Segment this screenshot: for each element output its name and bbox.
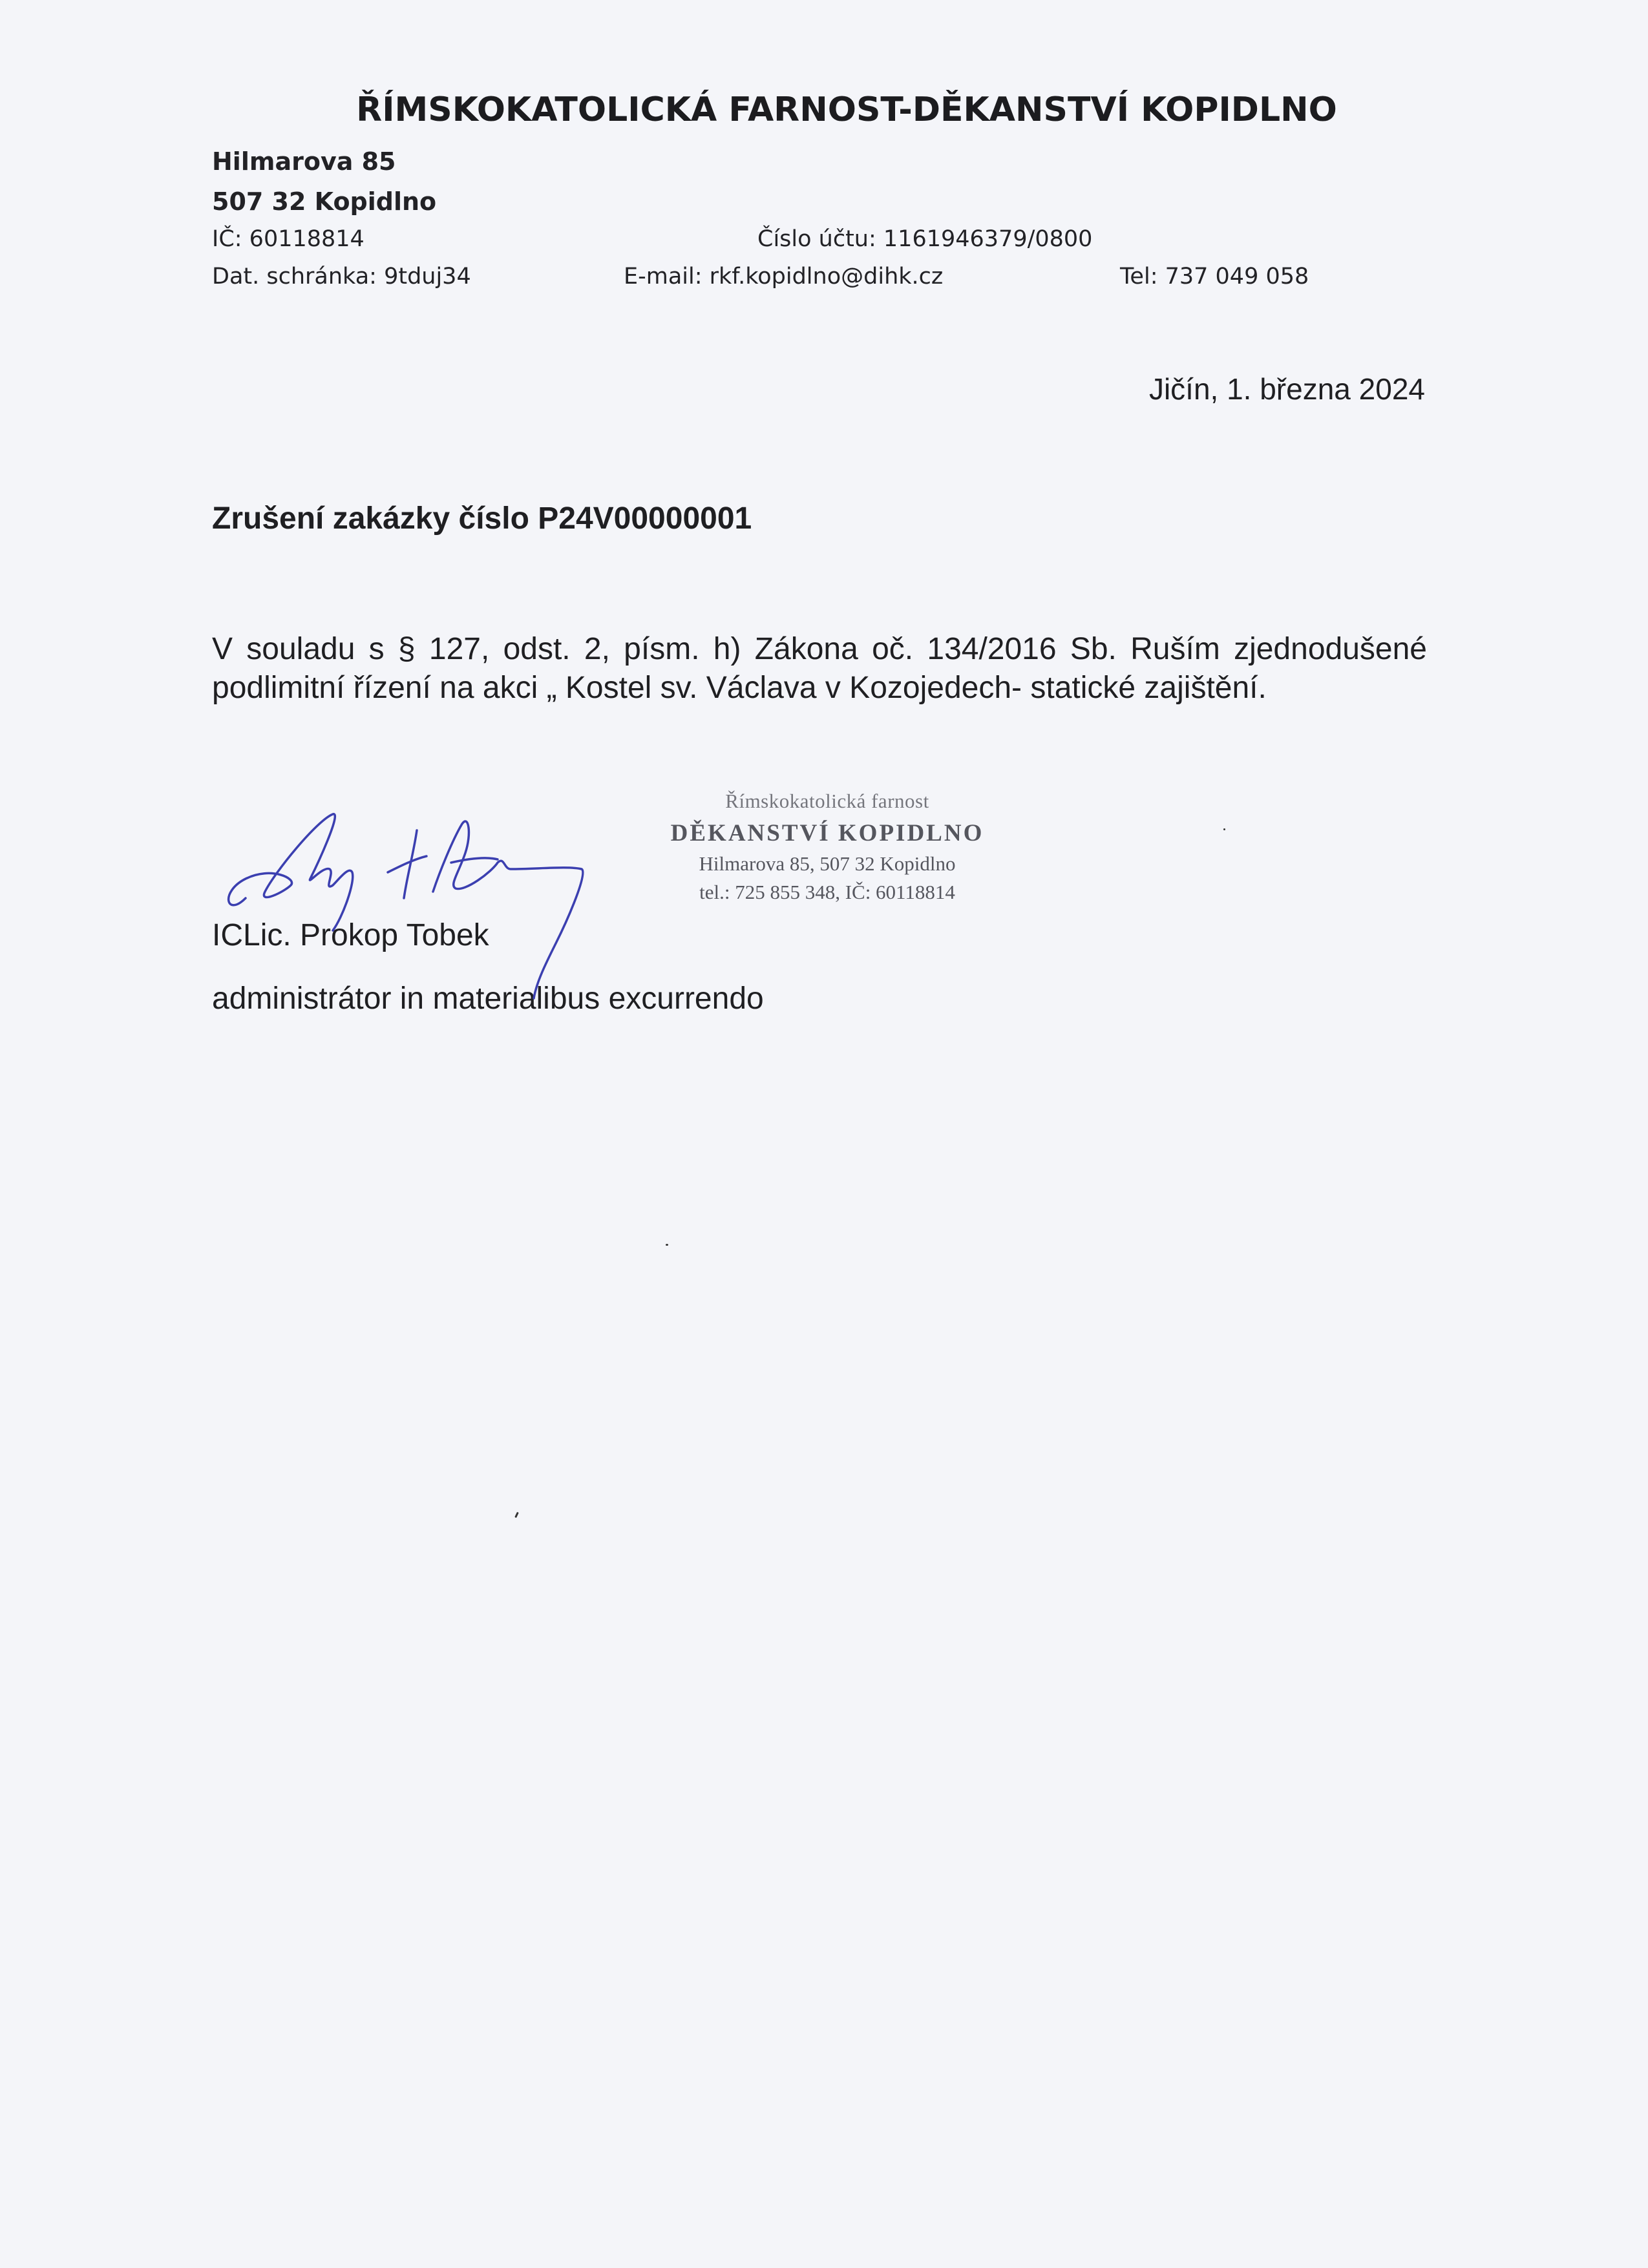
letterhead-email: E-mail: rkf.kopidlno@dihk.cz — [624, 264, 944, 289]
paper-speck — [1223, 828, 1225, 830]
parish-stamp — [646, 790, 1008, 904]
stamp-line-address: Hilmarova 85, 507 32 Kopidlno — [699, 852, 956, 875]
letterhead-city: 507 32 Kopidlno — [212, 187, 437, 216]
paper-speck — [666, 1244, 668, 1246]
stamp-line-parish: Římskokatolická farnost — [725, 790, 929, 812]
letterhead-account: Číslo účtu: 1161946379/0800 — [757, 226, 1093, 252]
signer-role: administrátor in materialibus excurrendo — [212, 982, 764, 1016]
handwritten-signature — [220, 795, 620, 1002]
stamp-line-contact: tel.: 725 855 348, IČ: 60118814 — [699, 881, 955, 903]
letterhead-ic: IČ: 60118814 — [212, 226, 364, 252]
letterhead-street: Hilmarova 85 — [212, 147, 396, 176]
letter-date: Jičín, 1. března 2024 — [1148, 372, 1425, 406]
letterhead-title: ŘÍMSKOKATOLICKÁ FARNOST-DĚKANSTVÍ KOPIDLNO — [356, 90, 1337, 129]
signer-name: ICLic. Prokop Tobek — [212, 918, 489, 952]
stamp-line-deanery: DĚKANSTVÍ KOPIDLNO — [670, 820, 984, 846]
letter-subject: Zrušení zakázky číslo P24V00000001 — [212, 501, 752, 536]
letterhead-tel: Tel: 737 049 058 — [1120, 264, 1309, 289]
letter-body: V souladu s § 127, odst. 2, písm. h) Zákona oč. 134/2016 Sb. Ruším zjednodušené podlimitní řízení na akci „ Kostel sv. Václava v Kozojedech- statické zajištění. — [212, 632, 1427, 705]
paper-speck — [514, 1512, 519, 1518]
letterhead-databox: Dat. schránka: 9tduj34 — [212, 264, 471, 289]
